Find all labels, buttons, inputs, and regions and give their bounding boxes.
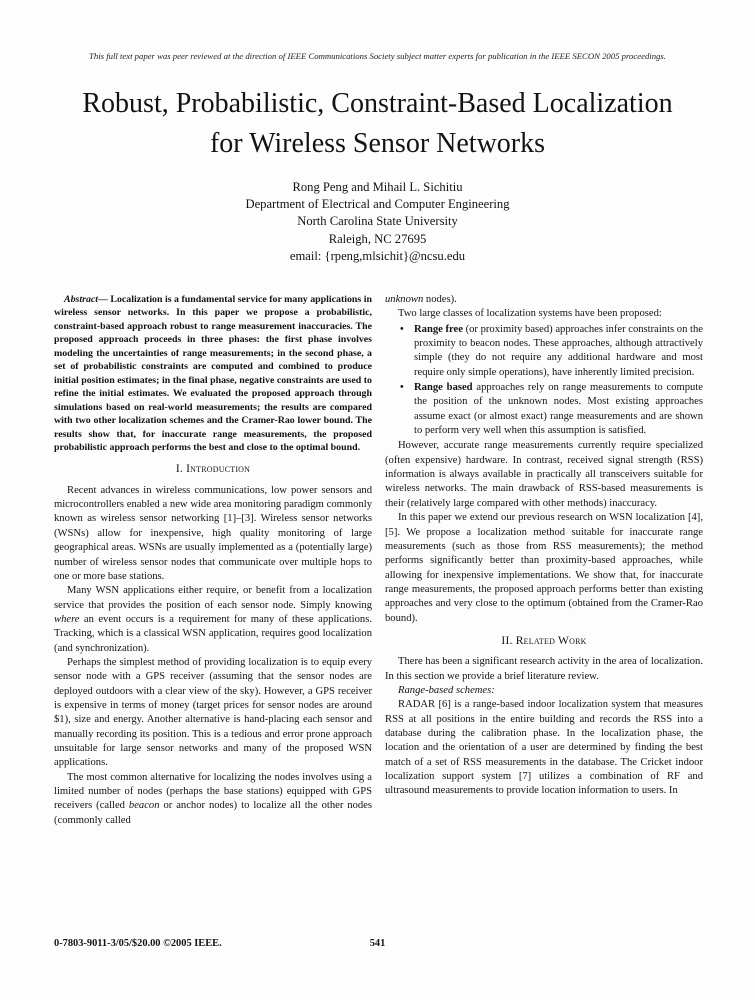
abstract-paragraph: Abstract— Localization is a fundamental service for many applications in wireless sensor networks. In this paper we propose a probabilistic, constraint-based approach robust to range measurement inaccuracies. The proposed approach proceeds in three phases: the first phase involves modeling the uncertainties of range measurements; in the second phase, a set of probabilistic constraints are computed and combined to produce initial position estimates; in the final phase, negative constraints are used to refine the initial estimates. We evaluated the proposed approach through simulations based on real-world measurements; the results are compared with two other localization schemes and the Cramer-Rao lower bound. The results show that, for inaccurate range measurements, the proposed probabilistic approach performs the best and close to the optimal bound. [54, 294, 372, 453]
author-email: email: {rpeng,mlsichit}@ncsu.edu [289, 248, 466, 263]
bullet-icon: • [400, 382, 404, 394]
bullet-range-free-text: Range free (or proximity based) approaches infer constraints on the proximity to beacon nodes. These approaches, although attractively simple (they do not require any additional hardware and most require only simple operations), have inherently limited precision. [414, 323, 703, 378]
copyright-line: 0-7803-9011-3/05/$20.00 ©2005 IEEE. [54, 938, 222, 949]
intro-paragraph-4: The most common alternative for localizing the nodes involves using a limited number of nodes (perhaps the base stations) equipped with GPS receivers (called beacon or anchor nodes) to localize all the other nodes (commonly called [54, 771, 372, 826]
paper-title [0, 84, 755, 164]
rss-paragraph: However, accurate range measurements currently require specialized (often expensive) hardware. In contrast, received signal strength (RSS) information is always available in practically all transceivers suitable for wireless networks. The main drawback of RSS-based measurements is their (relatively large compared with other methods) inaccuracy. [385, 440, 703, 509]
author-department: Department of Electrical and Computer Engineering [245, 197, 510, 212]
paper-title-line2: for Wireless Sensor Networks [209, 128, 546, 159]
classes-intro-paragraph: Two large classes of localization systems have been proposed: [398, 308, 662, 320]
bullet-icon: • [400, 323, 404, 335]
intro-paragraph-1: Recent advances in wireless communications, low power sensors and microcontrollers enabled a new wide area monitoring paradigm commonly known as wireless sensor networking [1]–[3]. Wireless sensor networks (WSNs) allow for inexpensive, high quality monitoring of large geographical areas. WSNs are usually implemented as a (potentially large) number of wireless sensor nodes that communicate over multiple hops to one or more base stations. [54, 484, 372, 582]
intro-paragraph-3: Perhaps the simplest method of providing localization is to equip every sensor node with a GPS receiver (assuming that the sensor nodes are deployed outdoors with a clear view of the sky). However, a GPS receiver is expensive in terms of money (target prices for sensor nodes are around $1), size and energy. Another alternative is hand-placing each sensor and manually recording its position. This is a tedious and error prone approach unsuitable for large sensor networks and many of the proposed WSN applications. [54, 656, 372, 769]
author-city: Raleigh, NC 27695 [328, 231, 427, 246]
paper-title-line1: Robust, Probabilistic, Constraint-Based Localization [82, 88, 673, 119]
two-column-body [54, 293, 703, 828]
author-names: Rong Peng and Mihail L. Sichitiu [292, 180, 463, 194]
intro-paragraph-2: Many WSN applications either require, or benefit from a localization service that provides the position of each sensor node. Simply knowing where an event occurs is a requirement for many of these applications. Tracking, which is a classical WSN application, requires good localization (and synchronization). [54, 585, 372, 654]
bullet-range-based-text: Range based approaches rely on range measurements to compute the position of the unknown nodes. Most existing approaches assume exact (or almost exact) range measurements and are shown to perform very well when this assumption is satisfied. [414, 382, 703, 437]
contribution-paragraph: In this paper we extend our previous research on WSN localization [4], [5]. We propose a localization method suitable for inaccurate range measurements (such as those from RSS measurements); the method performs significantly better than proximity-based approaches, while allowing for inexpensive implementations. We show that, for inaccurate range measurements, the proposed approach performs better than existing approaches and very close to the optimum (obtained from the Cramer-Rao bound). [385, 512, 703, 624]
author-block [0, 179, 755, 265]
range-based-schemes-label: Range-based schemes: [398, 684, 495, 696]
bullet-range-based [385, 381, 703, 438]
peer-review-notice: This full text paper was peer reviewed at the direction of IEEE Communications Society subject matter experts for publication in the IEEE SECON 2005 proceedings. [89, 51, 666, 61]
section-heading-introduction: I. Introduction [175, 462, 251, 476]
left-column [54, 293, 372, 828]
continuation-paragraph: unknown nodes). [385, 294, 457, 305]
section-heading-related-work: II. Related Work [501, 633, 587, 647]
right-column [385, 293, 703, 828]
related-work-paragraph-2: RADAR [6] is a range-based indoor localization system that measures RSS at all positions in the entire building and records the RSS into a database during the calibration phase. In the localization phase, the location and the orientation of a user are determined by finding the best match of a set of RSS measurements in the database. The Cricket indoor localization support system [7] utilizes a combination of RF and ultrasound measurements to provide location information to users. In [385, 699, 703, 797]
bullet-range-free [385, 323, 703, 380]
page-number: 541 [369, 938, 386, 949]
related-work-paragraph-1: There has been a significant research activity in the area of localization. In this section we provide a brief literature review. [385, 656, 703, 682]
author-university: North Carolina State University [297, 214, 458, 229]
